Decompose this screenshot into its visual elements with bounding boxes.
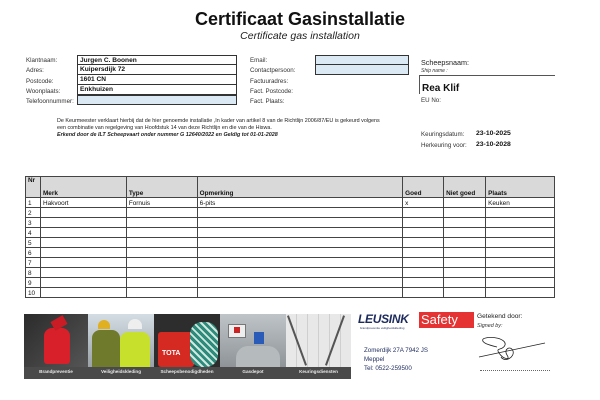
company-street: Zomerdijk 27A 7942 JS xyxy=(364,347,428,354)
contact-person-label: Contactpersoon: xyxy=(250,67,296,74)
invoice-postcode-label: Fact. Postcode: xyxy=(250,88,293,95)
logo-tagline: brandpreventie veiligheidskleding xyxy=(360,326,405,330)
cell-niet-goed[interactable] xyxy=(444,208,486,218)
gas-depot-image xyxy=(220,314,286,367)
cell-opmerking[interactable] xyxy=(197,248,403,258)
cell-plaats[interactable] xyxy=(486,278,555,288)
table-row xyxy=(26,268,555,278)
email-field[interactable] xyxy=(315,55,409,65)
caption-inspection-services: Keuringsdiensten xyxy=(299,369,338,374)
cell-merk[interactable] xyxy=(40,278,126,288)
cell-goed[interactable] xyxy=(403,278,444,288)
inspection-services-image xyxy=(286,314,351,367)
cell-type[interactable] xyxy=(126,238,197,248)
cell-type[interactable] xyxy=(126,268,197,278)
cell-nr: 9 xyxy=(26,278,41,288)
company-logo xyxy=(358,312,474,331)
logo-safety: Safety xyxy=(419,312,474,328)
cell-nr: 10 xyxy=(26,288,41,298)
column-header-opmerking: Opmerking xyxy=(197,177,403,198)
cell-opmerking[interactable] xyxy=(197,258,403,268)
cell-nr: 8 xyxy=(26,268,41,278)
cell-opmerking[interactable] xyxy=(197,278,403,288)
table-header-row xyxy=(26,177,555,198)
cell-niet-goed[interactable] xyxy=(444,218,486,228)
cell-goed[interactable] xyxy=(403,208,444,218)
cell-merk[interactable] xyxy=(40,208,126,218)
cell-plaats[interactable] xyxy=(486,268,555,278)
cell-plaats[interactable] xyxy=(486,288,555,298)
cell-opmerking[interactable] xyxy=(197,228,403,238)
cell-goed[interactable] xyxy=(403,288,444,298)
contact-person-field[interactable] xyxy=(315,65,409,75)
cell-merk[interactable] xyxy=(40,218,126,228)
cell-type[interactable] xyxy=(126,278,197,288)
cell-goed[interactable] xyxy=(403,268,444,278)
cell-merk[interactable] xyxy=(40,228,126,238)
services-banner xyxy=(24,314,351,379)
column-header-niet-goed: Niet goed xyxy=(444,177,486,198)
cell-type[interactable] xyxy=(126,258,197,268)
cell-opmerking[interactable] xyxy=(197,208,403,218)
cell-type[interactable] xyxy=(126,248,197,258)
declaration-line-1: De Keurmeester verklaart hierbij dat de hier genoemde installatie ,In kader van artikel 8 van de Richtlijn 2006/87/EU is gekeurd volgens xyxy=(57,118,380,124)
cell-opmerking[interactable] xyxy=(197,218,403,228)
company-address xyxy=(364,346,428,373)
fire-extinguisher-image xyxy=(24,314,88,367)
cell-plaats[interactable] xyxy=(486,218,555,228)
email-label: Email: xyxy=(250,57,268,64)
cell-niet-goed[interactable] xyxy=(444,198,486,208)
declaration-text xyxy=(57,118,417,139)
cell-niet-goed[interactable] xyxy=(444,258,486,268)
table-row xyxy=(26,228,555,238)
postcode-label: Postcode: xyxy=(26,78,54,85)
cell-niet-goed[interactable] xyxy=(444,248,486,258)
city-label: Woonplaats: xyxy=(26,88,61,95)
signed-by-label: Getekend door: xyxy=(477,313,523,320)
signed-by-label-en: Signed by: xyxy=(477,323,503,329)
table-row xyxy=(26,288,555,298)
cell-nr: 6 xyxy=(26,248,41,258)
caption-ship-supplies: Scheepsbenodigdheden xyxy=(160,369,214,374)
ship-name-label-en: Ship name : xyxy=(421,68,448,74)
postcode-field[interactable]: 1601 CN xyxy=(77,75,237,85)
page-subtitle: Certificate gas installation xyxy=(240,30,360,42)
address-label: Adres: xyxy=(26,67,44,74)
cell-merk[interactable] xyxy=(40,268,126,278)
cell-nr: 1 xyxy=(26,198,41,208)
cell-merk[interactable] xyxy=(40,258,126,268)
table-row xyxy=(26,278,555,288)
signature-line xyxy=(480,370,550,371)
cell-goed[interactable] xyxy=(403,258,444,268)
cell-niet-goed[interactable] xyxy=(444,238,486,248)
cell-plaats[interactable] xyxy=(486,248,555,258)
phone-field[interactable] xyxy=(77,95,237,105)
logo-leusink: LEUSINK xyxy=(358,312,409,326)
cell-plaats[interactable] xyxy=(486,208,555,218)
inspection-date-label: Keuringsdatum: xyxy=(421,131,465,138)
invoice-address-label: Factuuradres: xyxy=(250,78,289,85)
declaration-line-2: een combinatie van regelgeving van Hoofdstuk 14 van deze Richtlijn en die van de Hiswa. xyxy=(57,125,272,131)
client-name-field[interactable]: Jurgen C. Boonen xyxy=(77,55,237,65)
table-row xyxy=(26,248,555,258)
cell-goed[interactable] xyxy=(403,218,444,228)
table-row xyxy=(26,208,555,218)
signature-image xyxy=(477,335,547,365)
cell-type[interactable] xyxy=(126,288,197,298)
cell-opmerking[interactable] xyxy=(197,238,403,248)
cell-niet-goed[interactable] xyxy=(444,228,486,238)
city-field[interactable]: Enkhuizen xyxy=(77,85,237,95)
cell-goed[interactable]: x xyxy=(403,198,444,208)
cell-goed[interactable] xyxy=(403,228,444,238)
caption-fire-prevention: Brandpreventie xyxy=(39,369,73,374)
safety-clothing-image xyxy=(88,314,154,367)
accreditation-line: Erkend door de ILT Scheepvaart onder nummer G 12640/2022 en Geldig tot 01-01-2028 xyxy=(57,132,278,138)
table-row xyxy=(26,198,555,208)
client-name-label: Klantnaam: xyxy=(26,57,58,64)
cell-merk[interactable] xyxy=(40,288,126,298)
invoice-city-label: Fact. Plaats: xyxy=(250,98,285,105)
column-header-merk: Merk xyxy=(40,177,126,198)
cell-niet-goed[interactable] xyxy=(444,288,486,298)
cell-type[interactable] xyxy=(126,218,197,228)
address-field[interactable]: Kuipersdijk 72 xyxy=(77,65,237,75)
cell-niet-goed[interactable] xyxy=(444,278,486,288)
company-city: Meppel xyxy=(364,356,385,363)
table-row xyxy=(26,238,555,248)
cell-type[interactable]: Fornuis xyxy=(126,198,197,208)
cell-plaats[interactable]: Keuken xyxy=(486,198,555,208)
cell-nr: 3 xyxy=(26,218,41,228)
cell-plaats[interactable] xyxy=(486,238,555,248)
installation-table xyxy=(25,176,555,298)
company-phone: Tel: 0522-259500 xyxy=(364,365,412,372)
phone-label: Telefoonnummer: xyxy=(26,98,74,105)
cell-merk[interactable] xyxy=(40,248,126,258)
cell-opmerking[interactable] xyxy=(197,268,403,278)
column-header-type: Type xyxy=(126,177,197,198)
cell-opmerking[interactable]: 6-pits xyxy=(197,198,403,208)
ship-name-value: Rea Klif xyxy=(422,83,460,94)
cell-nr: 4 xyxy=(26,228,41,238)
caption-gas-depot: Gasdepot xyxy=(242,369,264,374)
eu-number-label: EU No: xyxy=(421,97,441,104)
cell-type[interactable] xyxy=(126,228,197,238)
reinspection-date-value: 23-10-2028 xyxy=(476,141,511,148)
cell-merk[interactable]: Hakvoort xyxy=(40,198,126,208)
cell-opmerking[interactable] xyxy=(197,288,403,298)
ship-supplies-image: TOTA xyxy=(154,314,220,367)
cell-nr: 5 xyxy=(26,238,41,248)
cell-plaats[interactable] xyxy=(486,228,555,238)
cell-type[interactable] xyxy=(126,208,197,218)
cell-plaats[interactable] xyxy=(486,258,555,268)
table-row xyxy=(26,218,555,228)
ship-name-label: Scheepsnaam: xyxy=(421,58,469,67)
cell-merk[interactable] xyxy=(40,238,126,248)
ship-name-field[interactable] xyxy=(419,75,555,94)
inspection-date-value: 23-10-2025 xyxy=(476,130,511,137)
column-header-nr: Nr xyxy=(26,177,41,198)
column-header-plaats: Plaats xyxy=(486,177,555,198)
table-row xyxy=(26,258,555,268)
cell-goed[interactable] xyxy=(403,248,444,258)
cell-niet-goed[interactable] xyxy=(444,268,486,278)
cell-goed[interactable] xyxy=(403,238,444,248)
column-header-goed: Goed xyxy=(403,177,444,198)
cell-nr: 2 xyxy=(26,208,41,218)
page-title: Certificaat Gasinstallatie xyxy=(194,9,406,29)
reinspection-date-label: Herkeuring voor: xyxy=(421,142,467,149)
caption-safety-clothing: Veiligheidskleding xyxy=(100,369,142,374)
cell-nr: 7 xyxy=(26,258,41,268)
